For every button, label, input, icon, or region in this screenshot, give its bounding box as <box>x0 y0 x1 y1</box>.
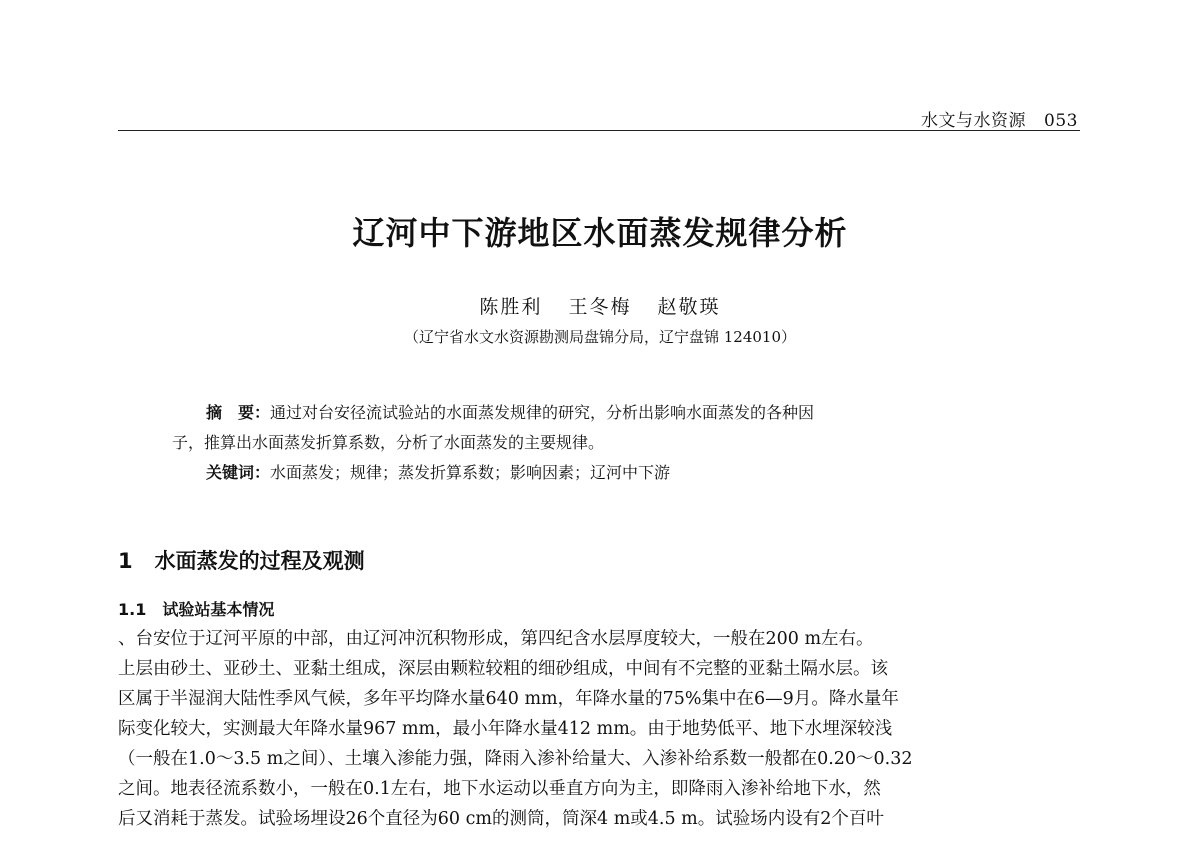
section-title: 水面蒸发的过程及观测 <box>154 549 365 573</box>
abstract-block <box>172 398 1032 488</box>
body-line: 之间。地表径流系数小，一般在0.1左右，地下水运动以垂直方向为主，即降雨入渗补给地下水，然 <box>118 779 881 799</box>
keywords-text: 水面蒸发；规律；蒸发折算系数；影响因素；辽河中下游 <box>270 463 671 482</box>
keywords-label: 关键词： <box>206 463 271 482</box>
body-line: 际变化较大，实测最大年降水量967 mm，最小年降水量412 mm。由于地势低平、地下水埋深较浅 <box>118 719 893 739</box>
abstract-label: 摘 要： <box>206 403 271 422</box>
abstract-line-2: 子，推算出水面蒸发折算系数，分析了水面蒸发的主要规律。 <box>172 433 605 452</box>
section-number: 1 <box>118 549 133 573</box>
author-name: 陈胜利 <box>479 296 543 318</box>
abstract-line-1: 通过对台安径流试验站的水面蒸发规律的研究，分析出影响水面蒸发的各种因 <box>270 403 815 422</box>
body-line: 、台安位于辽河平原的中部，由辽河冲沉积物形成，第四纪含水层厚度较大，一般在200 m左右。 <box>118 629 874 649</box>
running-header-text <box>921 106 1078 131</box>
body-line: 上层由砂土、亚砂土、亚黏土组成，深层由颗粒较粗的细砂组成，中间有不完整的亚黏土隔水层。该 <box>118 659 888 679</box>
body-line: （一般在1.0～3.5 m之间）、土壤入渗能力强，降雨入渗补给量大、入渗补给系数一般都在0.20～0.32 <box>118 749 913 769</box>
subsection-heading-1-1 <box>118 597 274 620</box>
article-title: 辽河中下游地区水面蒸发规律分析 <box>352 214 848 252</box>
subsection-title: 试验站基本情况 <box>162 600 275 619</box>
page-number: 053 <box>1044 111 1078 131</box>
section-heading-1 <box>118 545 365 575</box>
journal-section-name: 水文与水资源 <box>921 111 1027 131</box>
body-paragraph <box>118 624 1082 834</box>
keywords <box>172 458 1032 488</box>
abstract-text <box>172 398 1032 428</box>
running-header <box>118 102 1080 131</box>
author-name: 赵敬瑛 <box>657 296 721 318</box>
author-affiliation: （辽宁省水文水资源勘测局盘锦分局，辽宁盘锦 124010） <box>403 328 797 346</box>
author-name: 王冬梅 <box>568 296 632 318</box>
subsection-number: 1.1 <box>118 600 147 619</box>
body-line: 区属于半湿润大陆性季风气候，多年平均降水量640 mm，年降水量的75%集中在6—9月。降水量年 <box>118 689 899 709</box>
body-line: 后又消耗于蒸发。试验场埋设26个直径为60 cm的测筒，筒深4 m或4.5 m。试验场内设有2个百叶 <box>118 809 884 829</box>
author-list <box>0 292 1200 319</box>
